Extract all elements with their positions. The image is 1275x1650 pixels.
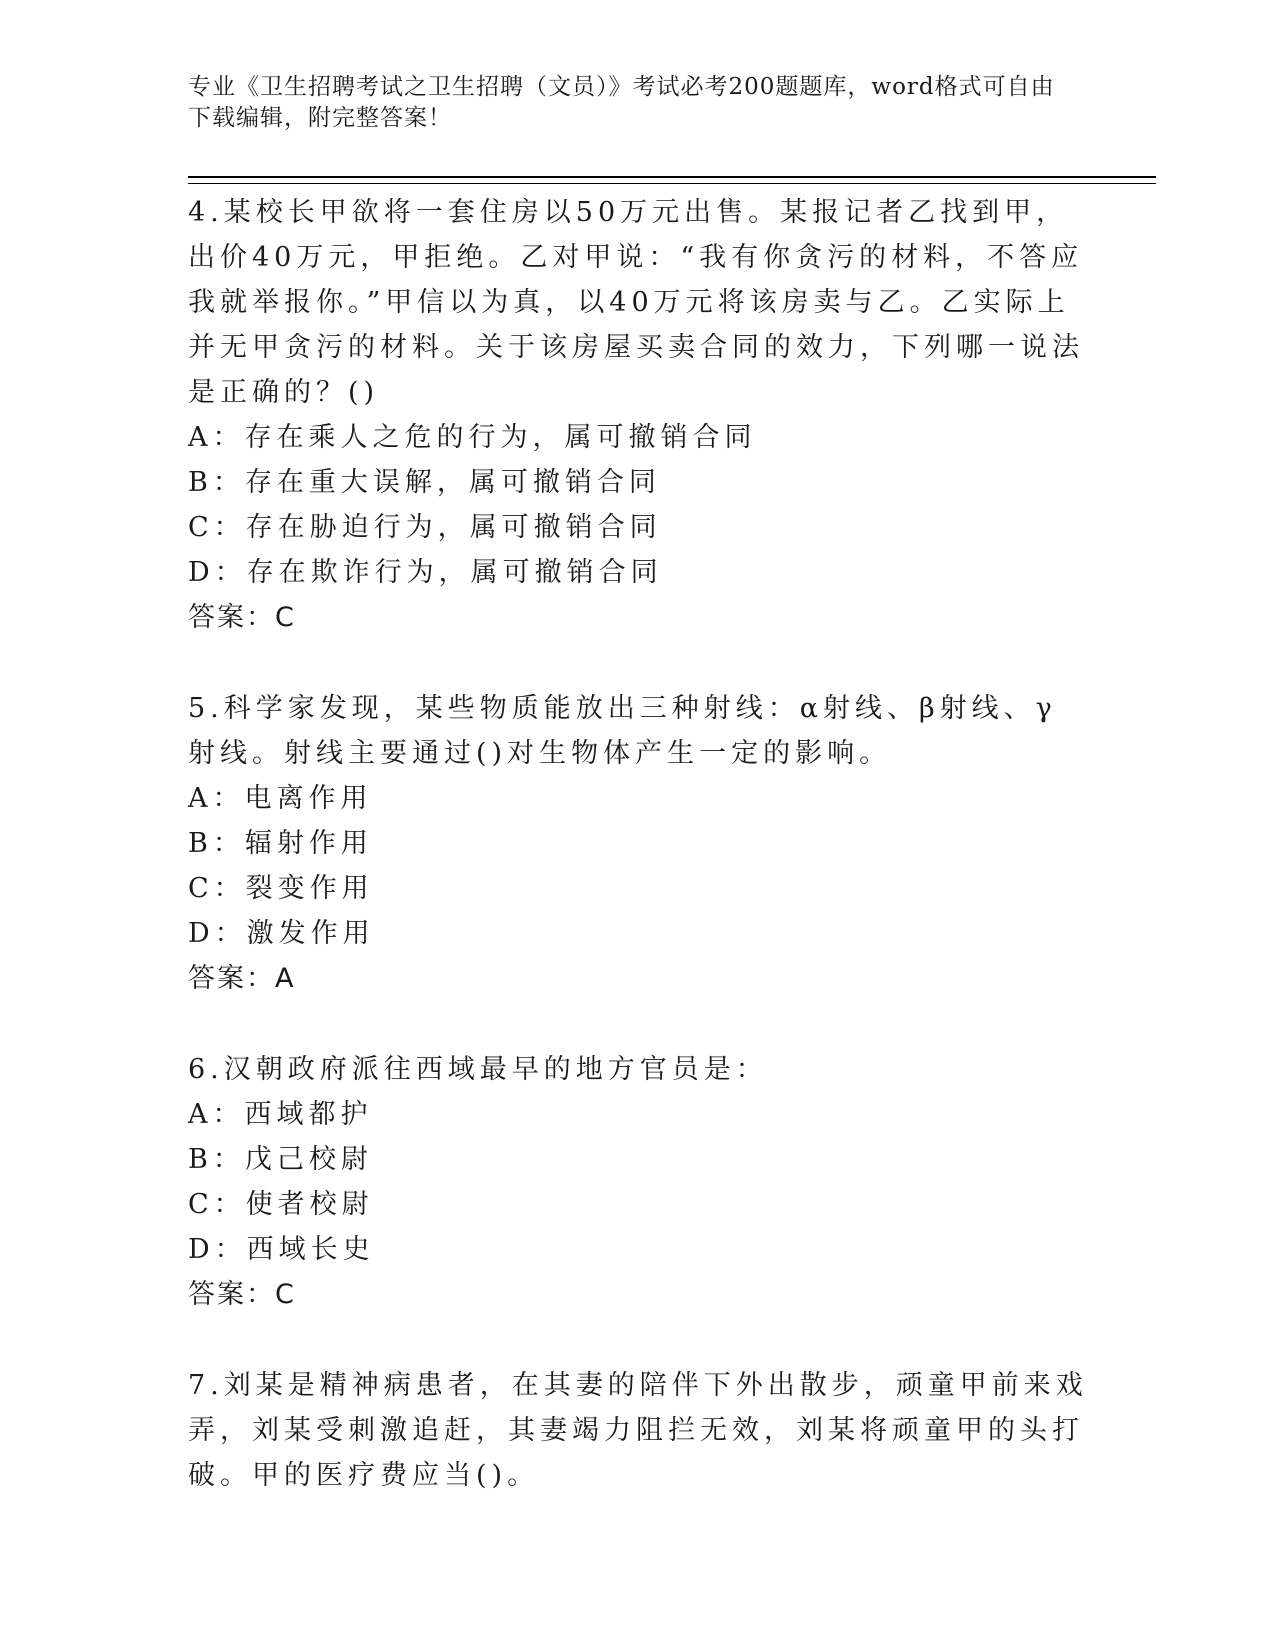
question-stem: 7.刘某是精神病患者，在其妻的陪伴下外出散步，顽童甲前来戏弄，刘某受刺激追赶，其妻竭力阻拦无效，刘某将顽童甲的头打破。甲的医疗费应当()。 — [188, 1370, 1088, 1491]
option-b: B：戊己校尉 — [188, 1144, 373, 1175]
header-divider-thick — [188, 176, 1156, 178]
header-divider-thin — [188, 183, 1156, 184]
question-6 — [188, 1047, 1088, 1317]
option-b: B：辐射作用 — [188, 828, 373, 859]
option-c: C：裂变作用 — [188, 873, 374, 904]
question-stem: 4.某校长甲欲将一套住房以50万元出售。某报记者乙找到甲，出价40万元，甲拒绝。乙对甲说：“我有你贪污的材料，不答应我就举报你。”甲信以为真，以40万元将该房卖与乙。乙实际上并无甲贪污的材料。关于该房屋买卖合同的效力，下列哪一说法是正确的？() — [188, 197, 1084, 408]
option-d: D：存在欺诈行为，属可撤销合同 — [188, 557, 663, 588]
option-b: B：存在重大误解，属可撤销合同 — [188, 467, 661, 498]
answer-line: 答案：C — [188, 602, 296, 633]
document-header: 专业《卫生招聘考试之卫生招聘（文员）》考试必考200题题库，word格式可自由下载编辑，附完整答案！ — [188, 74, 1055, 131]
option-d: D：激发作用 — [188, 918, 375, 949]
option-a: A：存在乘人之危的行为，属可撤销合同 — [188, 422, 757, 453]
question-stem: 5.科学家发现，某些物质能放出三种射线：α射线、β射线、γ射线。射线主要通过()对生物体产生一定的影响。 — [188, 693, 1057, 769]
question-stem: 6.汉朝政府派往西域最早的地方官员是： — [188, 1054, 768, 1085]
option-c: C：使者校尉 — [188, 1189, 374, 1220]
option-c: C：存在胁迫行为，属可撤销合同 — [188, 512, 662, 543]
question-4 — [188, 190, 1088, 640]
option-a: A：西域都护 — [188, 1099, 373, 1130]
question-5 — [188, 686, 1088, 1001]
option-a: A：电离作用 — [188, 783, 373, 814]
option-d: D：西域长史 — [188, 1234, 375, 1265]
question-7 — [188, 1363, 1088, 1498]
answer-line: 答案：A — [188, 963, 296, 994]
question-list — [188, 190, 1088, 1544]
answer-line: 答案：C — [188, 1279, 296, 1310]
